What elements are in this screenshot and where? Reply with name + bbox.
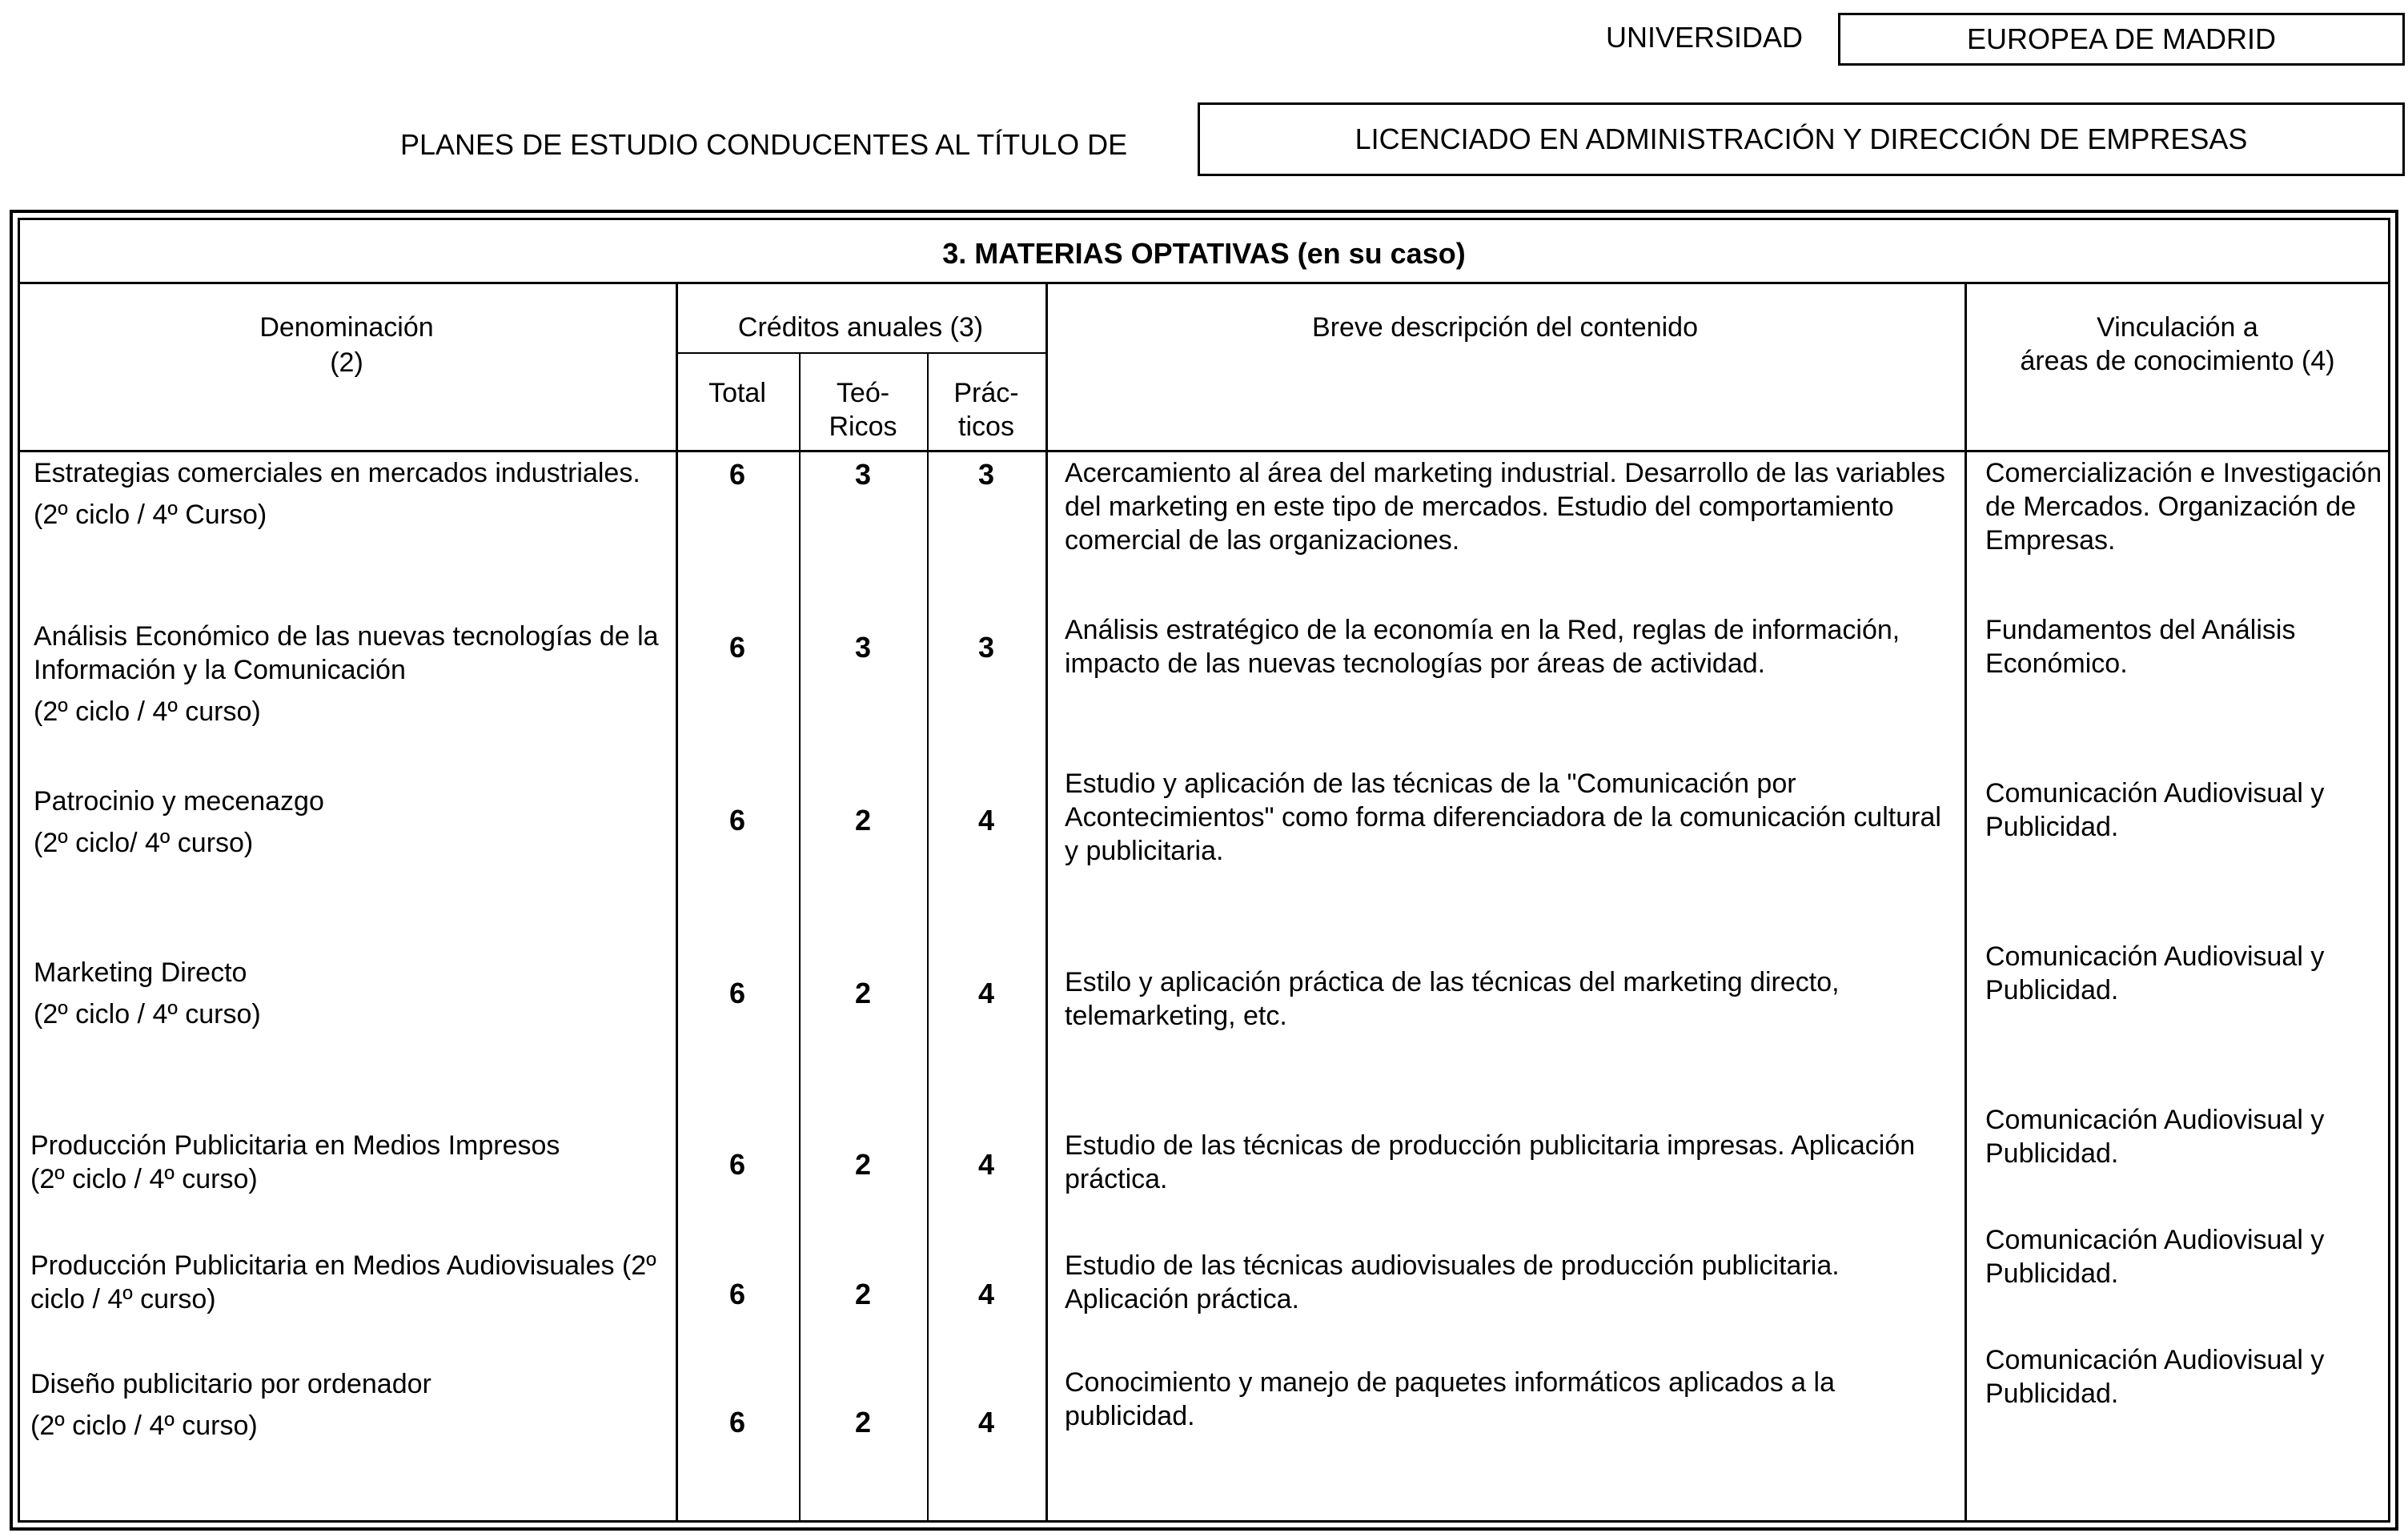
table-row-1-description: Acercamiento al área del marketing industrial. Desarrollo de las variables del marketing en este tipo de mercados. Estudio del comportamiento comercial de las organizaciones. [1065,458,1945,556]
col-divider-5 [1965,284,1967,1520]
table-row-7-area: Comunicación Audiovisual y Publicidad. [1985,1345,2325,1409]
table-row-3-name: Patrocinio y mecenazgo (2º ciclo/ 4º curso) [34,786,324,858]
table-row-7-teoricos: 2 [854,1406,872,1439]
plan-value-box [1198,102,2405,176]
table-row-1-name: Estrategias comerciales en mercados industriales. (2º ciclo / 4º Curso) [34,458,640,530]
table-row-1-practicos: 3 [977,458,995,491]
table-row-6-description: Estudio de las técnicas audiovisuales de producción publicitaria. Aplicación práctica. [1065,1250,1840,1314]
title-divider [18,282,2390,284]
header-vinculacion-2: áreas de conocimiento (4) [2020,346,2335,376]
table-row-2-practicos: 3 [977,631,995,664]
col-divider-3 [927,352,929,1520]
header-denominacion-note: (2) [330,347,363,378]
credits-subheader-divider [676,352,1045,354]
table-inner-border [18,218,2390,1523]
table-row-6-area: Comunicación Audiovisual y Publicidad. [1985,1225,2325,1289]
header-creditos: Créditos anuales (3) [737,312,984,343]
table-row-3-teoricos: 2 [854,804,872,837]
table-row-3-description: Estudio y aplicación de las técnicas de la "Comunicación por Acontecimientos" como forma diferenciadora de la comunicación cultural y publicitaria. [1065,768,1941,866]
university-label: UNIVERSIDAD [1606,21,1804,54]
table-row-4-practicos: 4 [977,977,995,1009]
table-row-3-total: 6 [728,804,746,837]
university-value: EUROPEA DE MADRID [1966,22,2277,55]
table-row-7-name: Diseño publicitario por ordenador (2º ciclo / 4º curso) [30,1369,431,1441]
header-teoricos-2: Ricos [829,411,897,442]
header-practicos-2: ticos [958,411,1014,442]
university-value-box [1838,13,2405,66]
table-row-7-description: Conocimiento y manejo de paquetes informáticos aplicados a la publicidad. [1065,1367,1835,1431]
header-descripcion: Breve descripción del contenido [1312,312,1698,343]
table-row-5-name: Producción Publicitaria en Medios Impresos (2º ciclo / 4º curso) [30,1130,560,1194]
table-row-6-total: 6 [728,1278,746,1310]
table-row-2-description: Análisis estratégico de la economía en la Red, reglas de información, impacto de las nuevas tecnologías por áreas de actividad. [1065,615,1900,679]
col-divider-4 [1045,284,1048,1520]
table-row-5-practicos: 4 [977,1148,995,1181]
header-denominacion: Denominación [259,312,434,343]
header-teoricos-1: Teó- [836,378,890,408]
table-row-7-practicos: 4 [977,1406,995,1439]
table-row-1-teoricos: 3 [854,458,872,491]
table-row-3-area: Comunicación Audiovisual y Publicidad. [1985,778,2325,842]
table-row-7-total: 6 [728,1406,746,1439]
table-row-5-teoricos: 2 [854,1148,872,1181]
table-row-5-area: Comunicación Audiovisual y Publicidad. [1985,1105,2325,1169]
table-row-2-total: 6 [728,631,746,664]
table-title: 3. MATERIAS OPTATIVAS (en su caso) [942,237,1466,270]
table-row-1-total: 6 [728,458,746,491]
table-row-2-teoricos: 3 [854,631,872,664]
table-row-4-name: Marketing Directo (2º ciclo / 4º curso) [34,957,261,1029]
plan-label: PLANES DE ESTUDIO CONDUCENTES AL TÍTULO DE [400,128,1128,161]
plan-value: LICENCIADO EN ADMINISTRACIÓN Y DIRECCIÓN DE EMPRESAS [1354,122,2248,155]
header-bottom-divider [18,450,2390,452]
table-row-4-teoricos: 2 [854,977,872,1009]
table-row-4-total: 6 [728,977,746,1009]
table-row-5-total: 6 [728,1148,746,1181]
header-total: Total [708,378,766,408]
table-row-6-name: Producción Publicitaria en Medios Audiovisuales (2º ciclo / 4º curso) [30,1250,656,1314]
table-row-4-area: Comunicación Audiovisual y Publicidad. [1985,941,2325,1005]
col-divider-2 [799,352,801,1520]
table-row-2-area: Fundamentos del Análisis Económico. [1985,615,2296,679]
table-row-4-description: Estilo y aplicación práctica de las técnicas del marketing directo, telemarketing, etc. [1065,967,1840,1031]
header-practicos-1: Prác- [953,378,1019,408]
table-row-1-area: Comercialización e Investigación de Mercados. Organización de Empresas. [1985,458,2382,556]
table-row-3-practicos: 4 [977,804,995,837]
table-row-5-description: Estudio de las técnicas de producción publicitaria impresas. Aplicación práctica. [1065,1130,1916,1194]
table-row-6-practicos: 4 [977,1278,995,1310]
header-vinculacion-1: Vinculación a [2097,312,2258,343]
table-row-2-name: Análisis Económico de las nuevas tecnologías de la Información y la Comunicación (2º ciclo / 4º curso) [34,621,659,727]
table-row-6-teoricos: 2 [854,1278,872,1310]
